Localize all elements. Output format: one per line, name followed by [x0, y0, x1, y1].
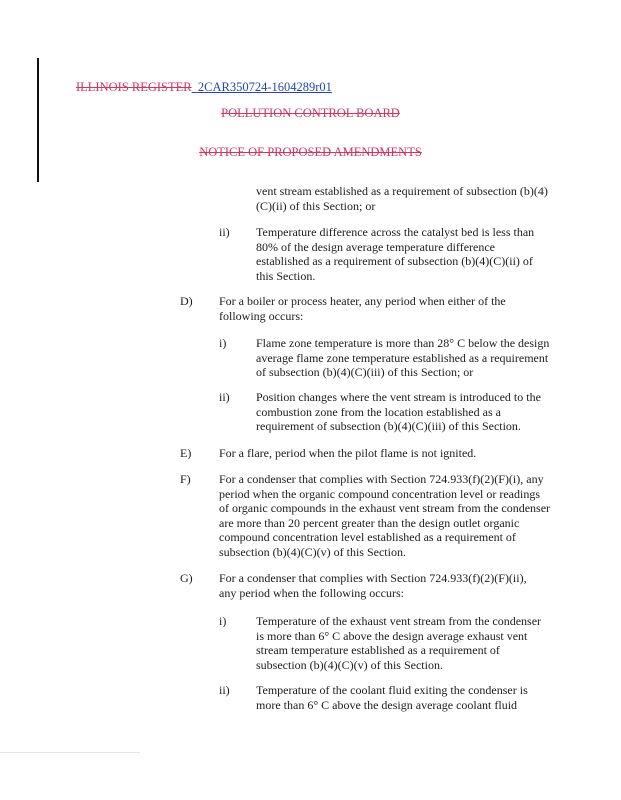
item-label: ii) [219, 683, 230, 697]
item-text: Temperature of the exhaust vent stream from the condenser is more than 6° C above the design average exhaust vent stream temperature established as a requirement of subsection (b)(4)(C)(v) of this Section. [256, 614, 542, 672]
item-text: For a condenser that complies with Section 724.933(f)(2)(F)(ii), any period when the following occurs: [219, 571, 527, 600]
list-item-e [0, 446, 621, 462]
notice-title [0, 145, 621, 160]
list-item-c-ii [0, 225, 621, 285]
item-label: G) [180, 571, 193, 585]
item-label: ii) [219, 225, 230, 239]
list-item-g [0, 571, 621, 601]
list-item-d-i [0, 336, 621, 381]
list-item-d [0, 294, 621, 324]
item-text: Temperature difference across the catalyst bed is less than 80% of the design average temperature difference established as a requirement of subsection (b)(4)(C)(ii) of this Section. [256, 225, 535, 283]
board-title-text: POLLUTION CONTROL BOARD [221, 106, 400, 120]
register-name-struck: ILLINOIS REGISTER [76, 80, 192, 94]
list-item-f [0, 472, 621, 559]
item-label: F) [180, 472, 191, 486]
item-label: E) [180, 446, 192, 460]
footer-rule [0, 752, 140, 753]
item-text: Position changes where the vent stream is introduced to the combustion zone from the location established as a requirement of subsection (b)(4)(C)(iii) of this Section. [256, 390, 541, 434]
item-text: Temperature of the coolant fluid exiting the condenser is more than 6° C above the design average coolant fluid [256, 683, 528, 712]
continuation-text: vent stream established as a requirement of subsection (b)(4)(C)(ii) of this Section; or [256, 184, 548, 213]
item-text: For a flare, period when the pilot flame is not ignited. [219, 446, 477, 460]
continuation-paragraph [256, 184, 556, 213]
item-text: For a condenser that complies with Section 724.933(f)(2)(F)(i), any period when the organic compound concentration level or readings of organic compounds in the exhaust vent stream from the condenser are more than 20 percent greater than the design outlet organic compound concentration level established as a requirement of subsection (b)(4)(C)(v) of this Section. [219, 472, 551, 559]
register-header [76, 80, 332, 95]
register-id-inserted [192, 80, 332, 94]
list-item-d-ii [0, 390, 621, 435]
notice-title-text: NOTICE OF PROPOSED AMENDMENTS [199, 145, 422, 159]
list-item-g-ii [0, 683, 621, 713]
item-label: i) [219, 336, 227, 350]
item-label: i) [219, 614, 227, 628]
item-label: D) [180, 294, 193, 308]
item-text: Flame zone temperature is more than 28° C below the design average flame zone temperature established as a requirement of subsection (b)(4)(C)(iii) of this Section; or [256, 336, 550, 380]
board-title [0, 106, 621, 121]
list-item-g-i [0, 614, 621, 674]
register-id-text: 2CAR350724-1604289r01 [197, 80, 332, 94]
item-label: ii) [219, 390, 230, 404]
item-text: For a boiler or process heater, any period when either of the following occurs: [219, 294, 506, 323]
